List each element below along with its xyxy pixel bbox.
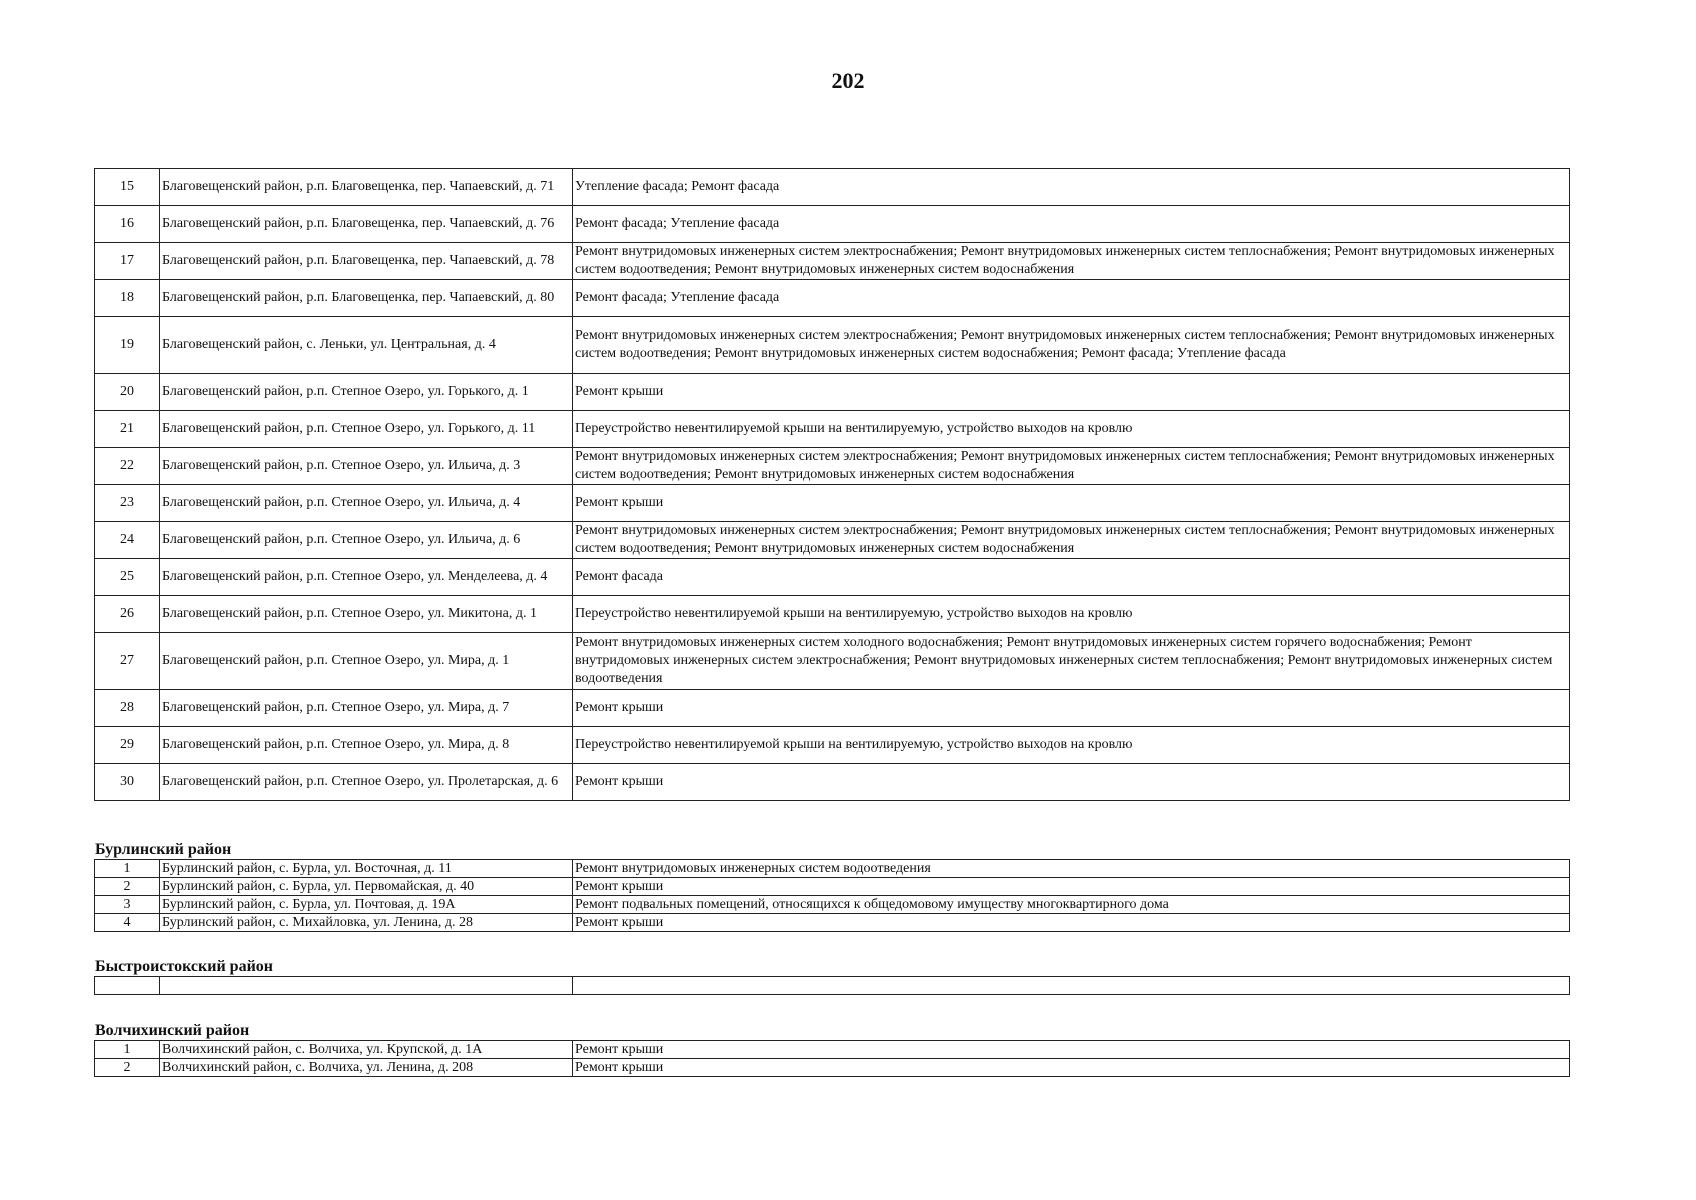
table-row xyxy=(95,727,1570,764)
table-row xyxy=(95,522,1570,559)
section-table xyxy=(94,859,1570,932)
row-address: Благовещенский район, р.п. Степное Озеро, ул. Ильича, д. 4 xyxy=(160,485,573,522)
table-row xyxy=(95,374,1570,411)
row-number: 18 xyxy=(95,280,160,317)
row-number: 1 xyxy=(95,1041,160,1059)
page-number: 202 xyxy=(831,68,865,93)
row-number: 19 xyxy=(95,317,160,374)
table-row xyxy=(95,243,1570,280)
row-number: 29 xyxy=(95,727,160,764)
row-number xyxy=(95,977,160,995)
table-row xyxy=(95,633,1570,690)
row-address: Волчихинский район, с. Волчиха, ул. Ленина, д. 208 xyxy=(160,1059,573,1077)
row-number: 21 xyxy=(95,411,160,448)
row-works: Ремонт фасада xyxy=(573,559,1570,596)
row-address: Благовещенский район, с. Леньки, ул. Центральная, д. 4 xyxy=(160,317,573,374)
section-title: Быстроистокский район xyxy=(95,958,274,975)
row-number: 15 xyxy=(95,169,160,206)
row-works: Ремонт фасада; Утепление фасада xyxy=(573,280,1570,317)
table-row xyxy=(95,1041,1570,1059)
row-address: Бурлинский район, с. Михайловка, ул. Ленина, д. 28 xyxy=(160,914,573,932)
row-works: Утепление фасада; Ремонт фасада xyxy=(573,169,1570,206)
row-address: Бурлинский район, с. Бурла, ул. Первомайская, д. 40 xyxy=(160,878,573,896)
row-number: 20 xyxy=(95,374,160,411)
section-title: Бурлинский район xyxy=(95,841,232,858)
row-works: Ремонт крыши xyxy=(573,485,1570,522)
row-address: Благовещенский район, р.п. Степное Озеро, ул. Мира, д. 8 xyxy=(160,727,573,764)
row-address: Благовещенский район, р.п. Степное Озеро, ул. Микитона, д. 1 xyxy=(160,596,573,633)
row-number: 23 xyxy=(95,485,160,522)
row-works: Ремонт крыши xyxy=(573,1041,1570,1059)
row-works: Ремонт внутридомовых инженерных систем электроснабжения; Ремонт внутридомовых инженерных систем теплоснабжения; Ремонт внутридомовых инженерных систем водоотведения; Ремонт внутридомовых инженерных систем водоснабжения; Ремонт фасада; Утепление фасада xyxy=(573,317,1570,374)
table-row xyxy=(95,485,1570,522)
table-row xyxy=(95,448,1570,485)
row-address: Благовещенский район, р.п. Степное Озеро, ул. Горького, д. 1 xyxy=(160,374,573,411)
table-row xyxy=(95,977,1570,995)
row-number: 30 xyxy=(95,764,160,801)
row-works: Ремонт подвальных помещений, относящихся к общедомовому имуществу многоквартирного дома xyxy=(573,896,1570,914)
section-table xyxy=(94,976,1570,995)
row-works: Ремонт крыши xyxy=(573,764,1570,801)
section-title: Волчихинский район xyxy=(95,1022,250,1039)
row-number: 3 xyxy=(95,896,160,914)
row-works: Ремонт фасада; Утепление фасада xyxy=(573,206,1570,243)
row-works: Ремонт крыши xyxy=(573,690,1570,727)
row-works: Ремонт крыши xyxy=(573,914,1570,932)
row-works: Ремонт внутридомовых инженерных систем электроснабжения; Ремонт внутридомовых инженерных систем теплоснабжения; Ремонт внутридомовых инженерных систем водоотведения; Ремонт внутридомовых инженерных систем водоснабжения xyxy=(573,243,1570,280)
row-address: Благовещенский район, р.п. Благовещенка, пер. Чапаевский, д. 78 xyxy=(160,243,573,280)
row-works: Переустройство невентилируемой крыши на вентилируемую, устройство выходов на кровлю xyxy=(573,411,1570,448)
row-address: Благовещенский район, р.п. Степное Озеро, ул. Ильича, д. 6 xyxy=(160,522,573,559)
table-row xyxy=(95,690,1570,727)
table-row xyxy=(95,411,1570,448)
row-address: Благовещенский район, р.п. Степное Озеро, ул. Мира, д. 1 xyxy=(160,633,573,690)
table-row xyxy=(95,559,1570,596)
row-address: Благовещенский район, р.п. Благовещенка, пер. Чапаевский, д. 76 xyxy=(160,206,573,243)
row-works: Ремонт внутридомовых инженерных систем электроснабжения; Ремонт внутридомовых инженерных систем теплоснабжения; Ремонт внутридомовых инженерных систем водоотведения; Ремонт внутридомовых инженерных систем водоснабжения xyxy=(573,448,1570,485)
row-address: Благовещенский район, р.п. Степное Озеро, ул. Пролетарская, д. 6 xyxy=(160,764,573,801)
table-row xyxy=(95,596,1570,633)
table-row xyxy=(95,1059,1570,1077)
section-burlinsky xyxy=(94,841,1570,932)
row-number: 4 xyxy=(95,914,160,932)
row-number: 17 xyxy=(95,243,160,280)
section-bystroistoksky xyxy=(94,958,1570,995)
row-works: Ремонт внутридомовых инженерных систем электроснабжения; Ремонт внутридомовых инженерных систем теплоснабжения; Ремонт внутридомовых инженерных систем водоотведения; Ремонт внутридомовых инженерных систем водоснабжения xyxy=(573,522,1570,559)
row-address: Благовещенский район, р.п. Благовещенка, пер. Чапаевский, д. 80 xyxy=(160,280,573,317)
row-number: 16 xyxy=(95,206,160,243)
table-row xyxy=(95,860,1570,878)
row-address: Благовещенский район, р.п. Степное Озеро, ул. Менделеева, д. 4 xyxy=(160,559,573,596)
row-number: 2 xyxy=(95,1059,160,1077)
row-address: Благовещенский район, р.п. Благовещенка, пер. Чапаевский, д. 71 xyxy=(160,169,573,206)
row-works: Ремонт крыши xyxy=(573,374,1570,411)
row-works: Ремонт внутридомовых инженерных систем холодного водоснабжения; Ремонт внутридомовых инженерных систем горячего водоснабжения; Ремонт внутридомовых инженерных систем электроснабжения; Ремонт внутридомовых инженерных систем теплоснабжения; Ремонт внутридомовых инженерных систем водоотведения xyxy=(573,633,1570,690)
row-number: 1 xyxy=(95,860,160,878)
row-works: Ремонт внутридомовых инженерных систем водоотведения xyxy=(573,860,1570,878)
row-number: 2 xyxy=(95,878,160,896)
row-number: 25 xyxy=(95,559,160,596)
table-row xyxy=(95,764,1570,801)
table-row xyxy=(95,878,1570,896)
row-number: 28 xyxy=(95,690,160,727)
row-address: Благовещенский район, р.п. Степное Озеро, ул. Горького, д. 11 xyxy=(160,411,573,448)
table-row xyxy=(95,914,1570,932)
row-address: Благовещенский район, р.п. Степное Озеро, ул. Ильича, д. 3 xyxy=(160,448,573,485)
table-row xyxy=(95,317,1570,374)
main-table xyxy=(94,168,1570,801)
section-table xyxy=(94,1040,1570,1077)
table-row xyxy=(95,280,1570,317)
row-number: 24 xyxy=(95,522,160,559)
row-works: Ремонт крыши xyxy=(573,1059,1570,1077)
section-volchikhinsky xyxy=(94,1022,1570,1077)
row-number: 26 xyxy=(95,596,160,633)
row-address: Бурлинский район, с. Бурла, ул. Восточная, д. 11 xyxy=(160,860,573,878)
row-works: Переустройство невентилируемой крыши на вентилируемую, устройство выходов на кровлю xyxy=(573,596,1570,633)
row-address: Бурлинский район, с. Бурла, ул. Почтовая, д. 19А xyxy=(160,896,573,914)
row-works: Переустройство невентилируемой крыши на вентилируемую, устройство выходов на кровлю xyxy=(573,727,1570,764)
table-row xyxy=(95,896,1570,914)
row-works xyxy=(573,977,1570,995)
row-address xyxy=(160,977,573,995)
row-number: 22 xyxy=(95,448,160,485)
row-address: Благовещенский район, р.п. Степное Озеро, ул. Мира, д. 7 xyxy=(160,690,573,727)
row-address: Волчихинский район, с. Волчиха, ул. Крупской, д. 1А xyxy=(160,1041,573,1059)
row-number: 27 xyxy=(95,633,160,690)
table-row xyxy=(95,206,1570,243)
row-works: Ремонт крыши xyxy=(573,878,1570,896)
table-row xyxy=(95,169,1570,206)
